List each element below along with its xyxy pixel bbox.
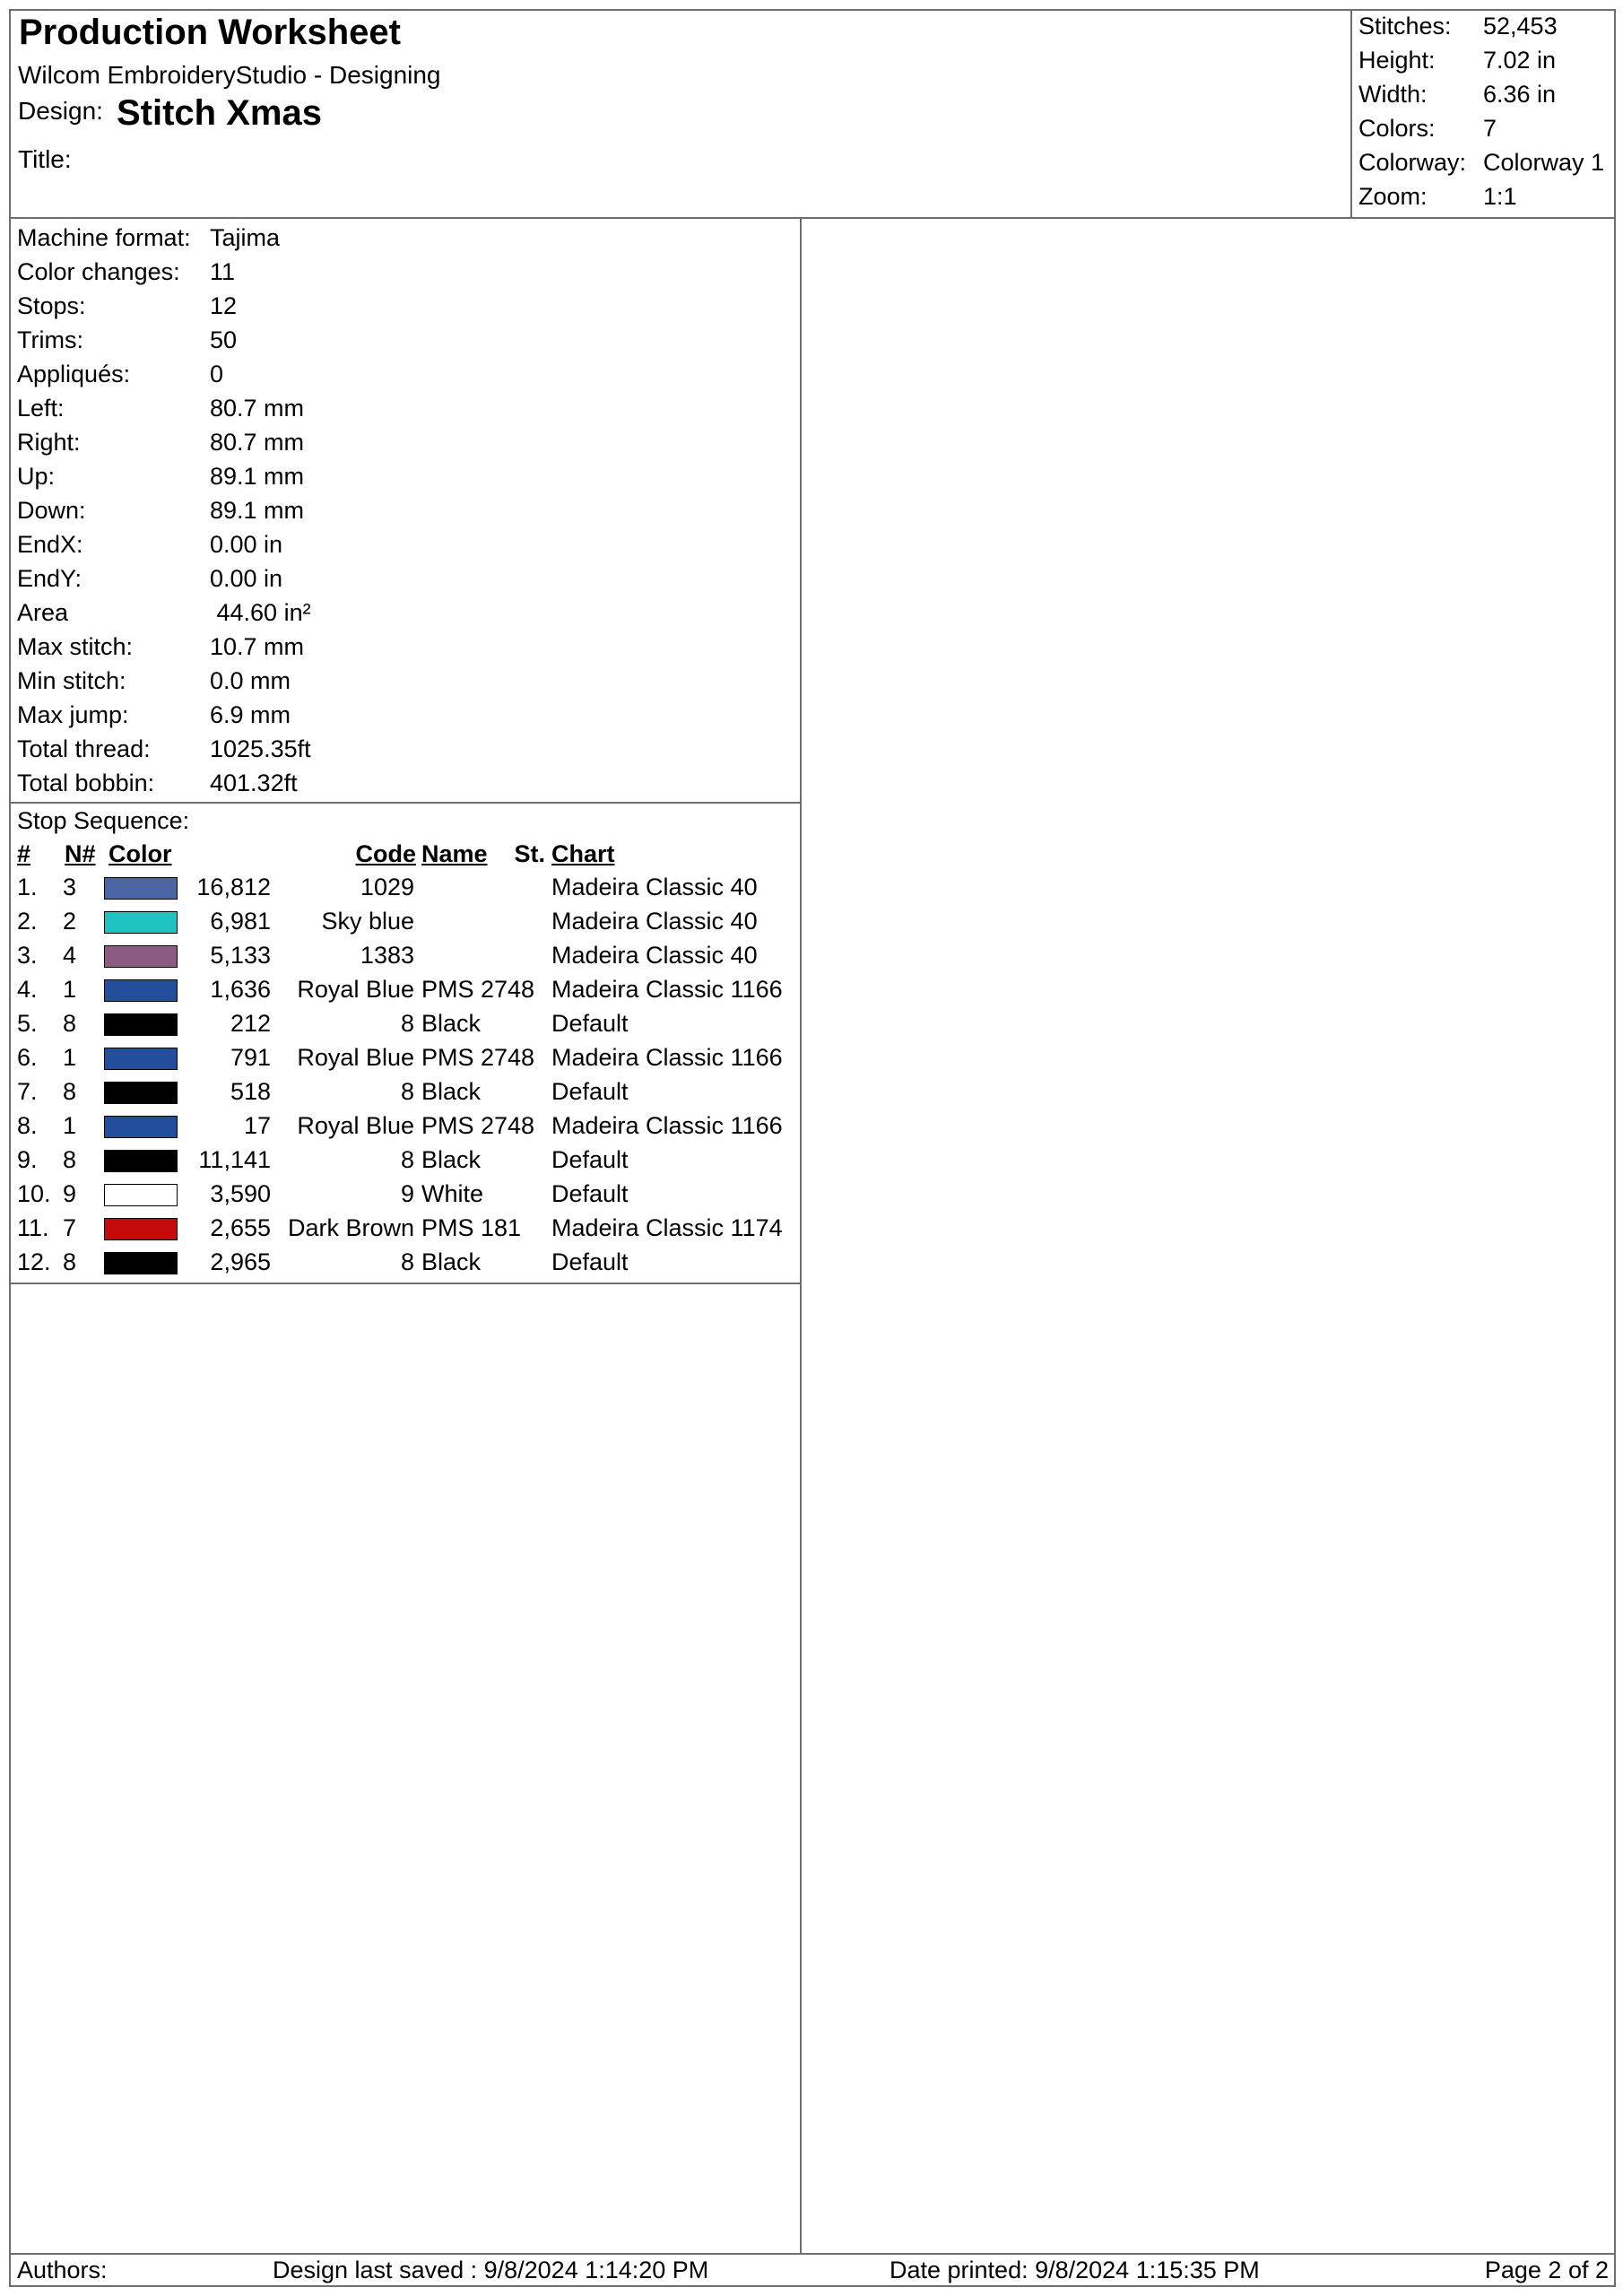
property-label: Left: <box>17 395 65 422</box>
stitch-count: 2,655 <box>210 1214 271 1241</box>
thread-chart: Madeira Classic 40 <box>551 908 758 935</box>
page-number: Page 2 of 2 <box>1484 2257 1609 2283</box>
color-swatch <box>104 945 178 968</box>
color-swatch <box>104 877 178 900</box>
color-swatch <box>104 1048 178 1070</box>
stitch-count: 1,636 <box>210 976 271 1003</box>
thread-code: Royal Blue <box>297 1044 414 1071</box>
needle-number: 4 <box>63 942 77 969</box>
thread-code: 8 <box>400 1078 414 1105</box>
color-swatch <box>104 1082 178 1104</box>
property-value: 1025.35ft <box>210 735 311 762</box>
worksheet-header <box>11 11 1614 219</box>
column-header-code: Code <box>355 840 416 867</box>
date-printed: Date printed: 9/8/2024 1:15:35 PM <box>890 2257 1260 2283</box>
row-number: 4. <box>17 976 38 1003</box>
stat-value: 7 <box>1483 115 1497 142</box>
stat-value: 6.36 in <box>1483 81 1557 108</box>
needle-number: 9 <box>63 1180 77 1207</box>
stat-label: Height: <box>1358 47 1436 74</box>
table-row <box>11 1214 800 1248</box>
property-label: Appliqués: <box>17 361 131 387</box>
row-number: 1. <box>17 874 38 900</box>
section-divider <box>11 802 802 804</box>
property-value: 0.00 in <box>210 531 283 558</box>
needle-number: 2 <box>63 908 77 935</box>
color-swatch <box>104 1013 178 1036</box>
needle-number: 8 <box>63 1010 77 1037</box>
section-divider <box>11 1283 802 1284</box>
worksheet-page <box>9 9 1616 2287</box>
thread-chart: Default <box>551 1146 629 1173</box>
stitch-count: 17 <box>243 1112 271 1139</box>
property-value: 89.1 mm <box>210 463 305 490</box>
property-value: 44.60 in² <box>210 599 311 626</box>
property-label: EndY: <box>17 565 82 592</box>
needle-number: 7 <box>63 1214 77 1241</box>
property-label: Up: <box>17 463 56 490</box>
stat-value: 7.02 in <box>1483 47 1557 74</box>
row-number: 11. <box>17 1214 49 1241</box>
property-value: Tajima <box>210 224 281 251</box>
row-number: 5. <box>17 1010 38 1037</box>
property-label: Machine format: <box>17 224 191 251</box>
thread-chart: Default <box>551 1078 629 1105</box>
property-value: 0.00 in <box>210 565 283 592</box>
column-header-needle: N# <box>65 840 96 867</box>
table-row <box>11 1180 800 1214</box>
thread-chart: Default <box>551 1010 629 1037</box>
stat-value: 52,453 <box>1483 13 1558 39</box>
table-row <box>11 942 800 976</box>
thread-name: PMS 2748 <box>421 1112 535 1139</box>
stat-label: Colorway: <box>1358 149 1467 176</box>
design-label: Design: <box>18 97 103 125</box>
thread-code: Dark Brown <box>287 1214 414 1241</box>
needle-number: 8 <box>63 1248 77 1275</box>
needle-number: 3 <box>63 874 77 900</box>
stitch-count: 212 <box>230 1010 271 1037</box>
thread-code: 8 <box>400 1010 414 1037</box>
property-label: Color changes: <box>17 258 180 285</box>
row-number: 3. <box>17 942 38 969</box>
color-swatch <box>104 1218 178 1240</box>
property-value: 80.7 mm <box>210 429 305 456</box>
color-swatch <box>104 1184 178 1206</box>
property-value: 6.9 mm <box>210 701 291 728</box>
row-number: 10. <box>17 1180 51 1207</box>
property-value: 12 <box>210 292 238 319</box>
thread-name: Black <box>421 1146 482 1173</box>
thread-name: Black <box>421 1010 482 1037</box>
stitch-count: 11,141 <box>198 1146 271 1173</box>
property-value: 0 <box>210 361 224 387</box>
column-header-color: Color <box>108 840 172 867</box>
needle-number: 1 <box>63 1112 77 1139</box>
property-value: 50 <box>210 326 238 353</box>
row-number: 2. <box>17 908 38 935</box>
row-number: 7. <box>17 1078 38 1105</box>
color-swatch <box>104 1150 178 1172</box>
column-header-number: # <box>17 840 31 867</box>
worksheet-footer <box>11 2253 1614 2285</box>
property-label: Area <box>17 599 69 626</box>
thread-name: PMS 2748 <box>421 976 535 1003</box>
property-value: 401.32ft <box>210 770 298 796</box>
thread-chart: Madeira Classic 40 <box>551 942 758 969</box>
table-row <box>11 874 800 908</box>
design-stats-panel <box>1350 11 1614 217</box>
column-divider <box>800 217 802 2255</box>
property-label: Max jump: <box>17 701 129 728</box>
thread-code: 1383 <box>360 942 414 969</box>
stitch-count: 3,590 <box>210 1180 271 1207</box>
column-header-name: Name <box>421 840 488 867</box>
needle-number: 1 <box>63 1044 77 1071</box>
thread-chart: Madeira Classic 1166 <box>551 976 783 1003</box>
application-name: Wilcom EmbroideryStudio - Designing <box>18 61 441 89</box>
table-row <box>11 1010 800 1044</box>
machine-properties <box>11 219 800 804</box>
color-swatch <box>104 979 178 1002</box>
table-row <box>11 1248 800 1283</box>
row-number: 12. <box>17 1248 51 1275</box>
thread-code: 9 <box>400 1180 414 1207</box>
title-label: Title: <box>18 145 72 173</box>
stat-label: Width: <box>1358 81 1428 108</box>
stat-value: Colorway 1 <box>1483 149 1605 176</box>
property-label: Total thread: <box>17 735 151 762</box>
table-row <box>11 1146 800 1180</box>
thread-name: PMS 2748 <box>421 1044 535 1071</box>
last-saved-date: Design last saved : 9/8/2024 1:14:20 PM <box>273 2257 709 2283</box>
thread-chart: Default <box>551 1248 629 1275</box>
thread-chart: Madeira Classic 1174 <box>551 1214 783 1241</box>
property-label: Down: <box>17 497 86 524</box>
thread-chart: Default <box>551 1180 629 1207</box>
thread-name: Black <box>421 1248 482 1275</box>
property-label: Right: <box>17 429 81 456</box>
thread-name: White <box>421 1180 484 1207</box>
thread-name: PMS 181 <box>421 1214 522 1241</box>
table-row <box>11 1044 800 1078</box>
thread-chart: Madeira Classic 40 <box>551 874 758 900</box>
thread-code: Sky blue <box>321 908 414 935</box>
property-value: 0.0 mm <box>210 667 291 694</box>
table-row <box>11 1078 800 1112</box>
property-label: Max stitch: <box>17 633 134 660</box>
property-value: 11 <box>210 258 236 285</box>
stat-label: Zoom: <box>1358 183 1428 210</box>
stitch-count: 791 <box>230 1044 271 1071</box>
color-swatch <box>104 1252 178 1274</box>
needle-number: 8 <box>63 1078 77 1105</box>
needle-number: 1 <box>63 976 77 1003</box>
property-label: EndX: <box>17 531 83 558</box>
design-name: Stitch Xmas <box>117 93 322 133</box>
thread-code: Royal Blue <box>297 976 414 1003</box>
column-header-stitches-text: St. <box>514 840 545 867</box>
property-value: 10.7 mm <box>210 633 305 660</box>
needle-number: 8 <box>63 1146 77 1173</box>
thread-chart: Madeira Classic 1166 <box>551 1112 783 1139</box>
table-row <box>11 1112 800 1146</box>
row-number: 9. <box>17 1146 38 1173</box>
row-number: 8. <box>17 1112 38 1139</box>
thread-code: Royal Blue <box>297 1112 414 1139</box>
stat-label: Colors: <box>1358 115 1436 142</box>
property-label: Min stitch: <box>17 667 126 694</box>
stitch-count: 16,812 <box>196 874 271 900</box>
property-label: Stops: <box>17 292 86 319</box>
property-label: Total bobbin: <box>17 770 155 796</box>
property-label: Trims: <box>17 326 83 353</box>
property-value: 89.1 mm <box>210 497 305 524</box>
authors-label: Authors: <box>17 2257 108 2283</box>
stat-value: 1:1 <box>1483 183 1517 210</box>
stop-sequence-title: Stop Sequence: <box>17 807 190 834</box>
thread-code: 1029 <box>360 874 414 900</box>
table-row <box>11 908 800 942</box>
color-swatch <box>104 911 178 934</box>
stitch-count: 518 <box>230 1078 271 1105</box>
stat-label: Stitches: <box>1358 13 1452 39</box>
stitch-count: 6,981 <box>210 908 271 935</box>
thread-code: 8 <box>400 1146 414 1173</box>
table-row <box>11 976 800 1010</box>
thread-chart: Madeira Classic 1166 <box>551 1044 783 1071</box>
stitch-count: 5,133 <box>210 942 271 969</box>
thread-name: Black <box>421 1078 482 1105</box>
page-title: Production Worksheet <box>19 13 401 52</box>
thread-code: 8 <box>400 1248 414 1275</box>
color-swatch <box>104 1116 178 1138</box>
stitch-count: 2,965 <box>210 1248 271 1275</box>
property-value: 80.7 mm <box>210 395 305 422</box>
row-number: 6. <box>17 1044 38 1071</box>
column-header-chart: Chart <box>551 840 615 867</box>
